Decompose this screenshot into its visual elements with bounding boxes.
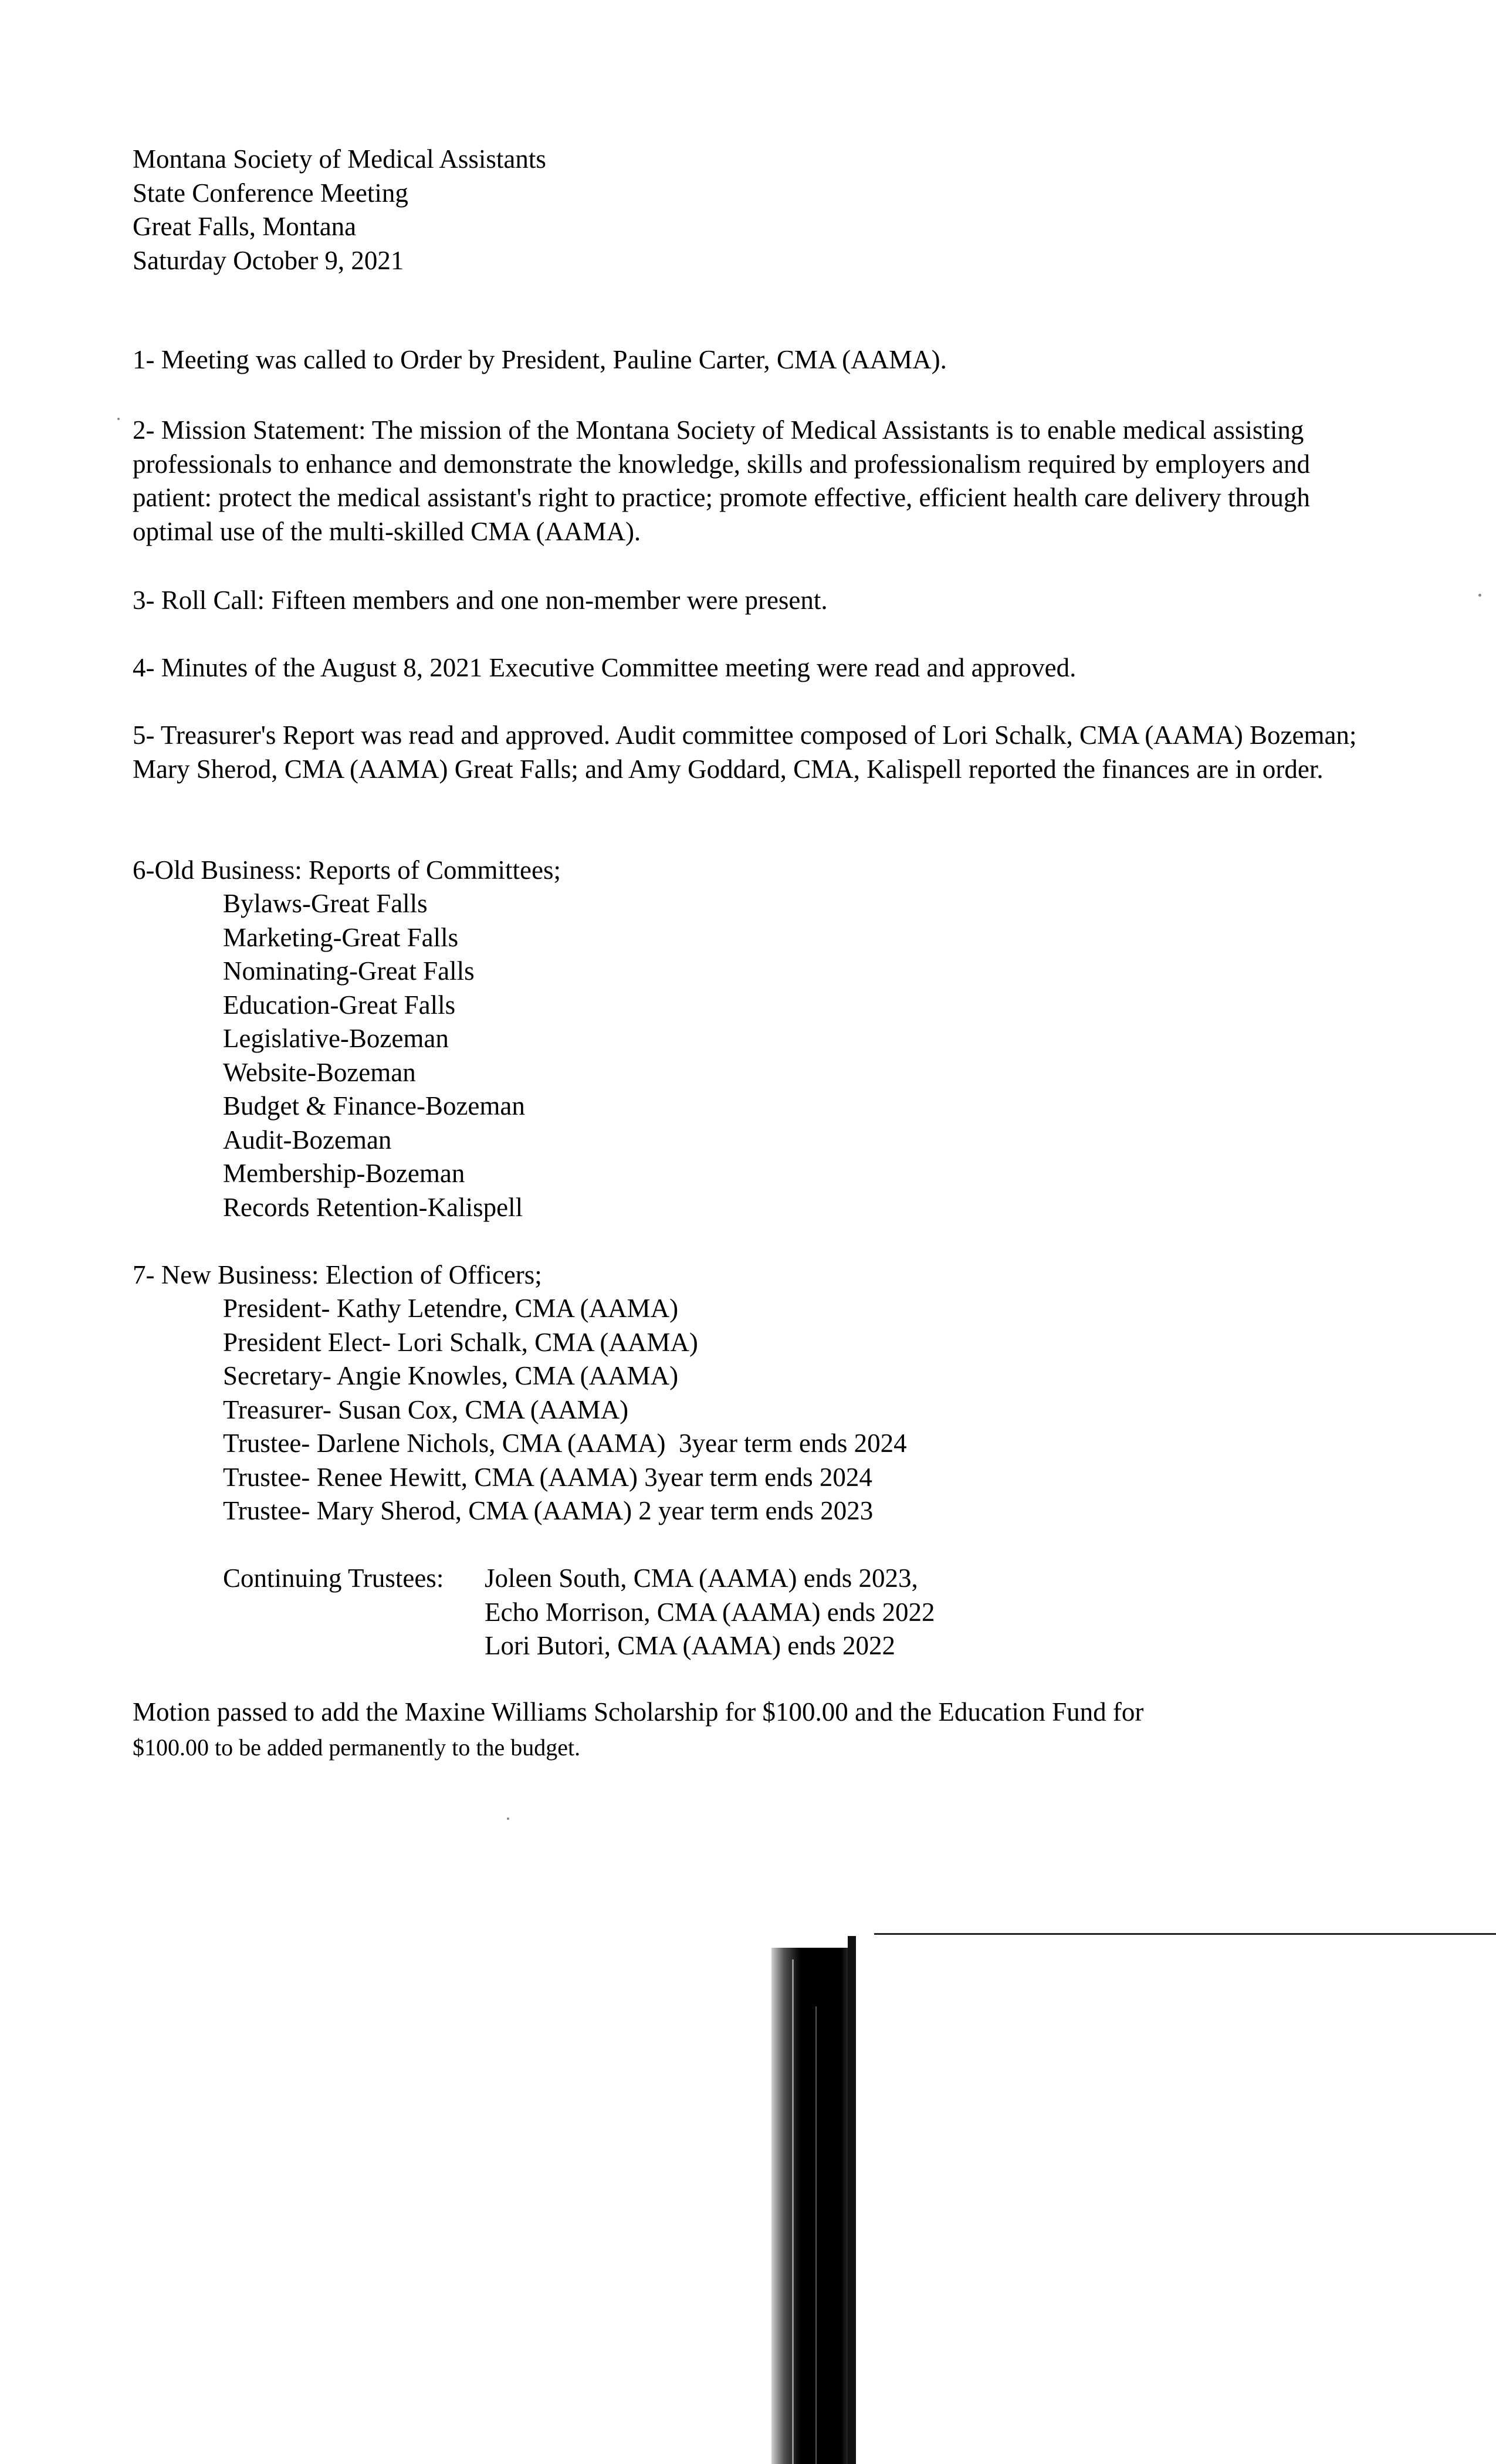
- scan-edge-line: [874, 1933, 1496, 1935]
- org-name: Montana Society of Medical Assistants: [133, 144, 546, 174]
- list-item: Website-Bozeman: [223, 1057, 416, 1087]
- committee-list: [223, 887, 525, 1224]
- scan-speck: [1478, 594, 1481, 597]
- list-item: President Elect- Lori Schalk, CMA (AAMA): [223, 1327, 698, 1357]
- list-item: Joleen South, CMA (AAMA) ends 2023,: [485, 1563, 918, 1593]
- item-minutes: 4- Minutes of the August 8, 2021 Executive Committee meeting were read and approved.: [133, 653, 1077, 682]
- list-item: Trustee- Darlene Nichols, CMA (AAMA) 3year term ends 2024: [223, 1429, 907, 1458]
- list-item: Marketing-Great Falls: [223, 922, 459, 952]
- list-item: Budget & Finance-Bozeman: [223, 1091, 525, 1121]
- list-item: Audit-Bozeman: [223, 1125, 392, 1155]
- item-mission-statement: 2- Mission Statement: The mission of the Montana Society of Medical Assistants is to enable medical assisting professionals to enhance and demonstrate the knowledge, skills and professionalism required by employers and patient: protect the medical assistant's right to practice; promote effective, efficient health care delivery through optimal use of the multi-skilled CMA (AAMA).: [133, 415, 1310, 546]
- list-item: Legislative-Bozeman: [223, 1024, 449, 1053]
- document-header: [133, 143, 546, 277]
- list-item: Echo Morrison, CMA (AAMA) ends 2022: [485, 1597, 935, 1627]
- continuing-trustees-label: Continuing Trustees:: [223, 1563, 444, 1593]
- list-item: Treasurer- Susan Cox, CMA (AAMA): [223, 1395, 629, 1424]
- old-business-heading: 6-Old Business: Reports of Committees;: [133, 855, 561, 885]
- motion-line-1: Motion passed to add the Maxine Williams Scholarship for $100.00 and the Education Fund for: [133, 1697, 1144, 1727]
- item-roll-call: 3- Roll Call: Fifteen members and one non-member were present.: [133, 585, 828, 615]
- scan-speck: [507, 1817, 509, 1820]
- list-item: Trustee- Renee Hewitt, CMA (AAMA) 3year term ends 2024: [223, 1462, 872, 1492]
- scan-shadow-artifact: [760, 1936, 859, 2464]
- item-call-to-order: 1- Meeting was called to Order by President, Pauline Carter, CMA (AAMA).: [133, 345, 947, 374]
- motion-line-2: $100.00 to be added permanently to the budget.: [133, 1734, 581, 1761]
- list-item: Bylaws-Great Falls: [223, 889, 428, 918]
- list-item: Education-Great Falls: [223, 990, 456, 1020]
- meeting-date: Saturday October 9, 2021: [133, 245, 404, 275]
- list-item: Secretary- Angie Knowles, CMA (AAMA): [223, 1361, 679, 1390]
- meeting-title: State Conference Meeting: [133, 178, 408, 208]
- list-item: President- Kathy Letendre, CMA (AAMA): [223, 1294, 679, 1323]
- list-item: Records Retention-Kalispell: [223, 1192, 523, 1222]
- item-treasurer-report: 5- Treasurer's Report was read and approved. Audit committee composed of Lori Schalk, CMA (AAMA) Bozeman; Mary Sherod, CMA (AAMA) Great Falls; and Amy Goddard, CMA, Kalispell reported the finances are in order.: [133, 720, 1357, 784]
- list-item: Trustee- Mary Sherod, CMA (AAMA) 2 year term ends 2023: [223, 1496, 874, 1525]
- list-item: Nominating-Great Falls: [223, 956, 475, 986]
- continuing-trustees-list: [485, 1562, 935, 1663]
- new-business-heading: 7- New Business: Election of Officers;: [133, 1260, 542, 1289]
- officer-list: [223, 1292, 907, 1528]
- scan-speck: [117, 418, 120, 420]
- list-item: Lori Butori, CMA (AAMA) ends 2022: [485, 1631, 895, 1660]
- list-item: Membership-Bozeman: [223, 1159, 465, 1188]
- meeting-location: Great Falls, Montana: [133, 212, 357, 241]
